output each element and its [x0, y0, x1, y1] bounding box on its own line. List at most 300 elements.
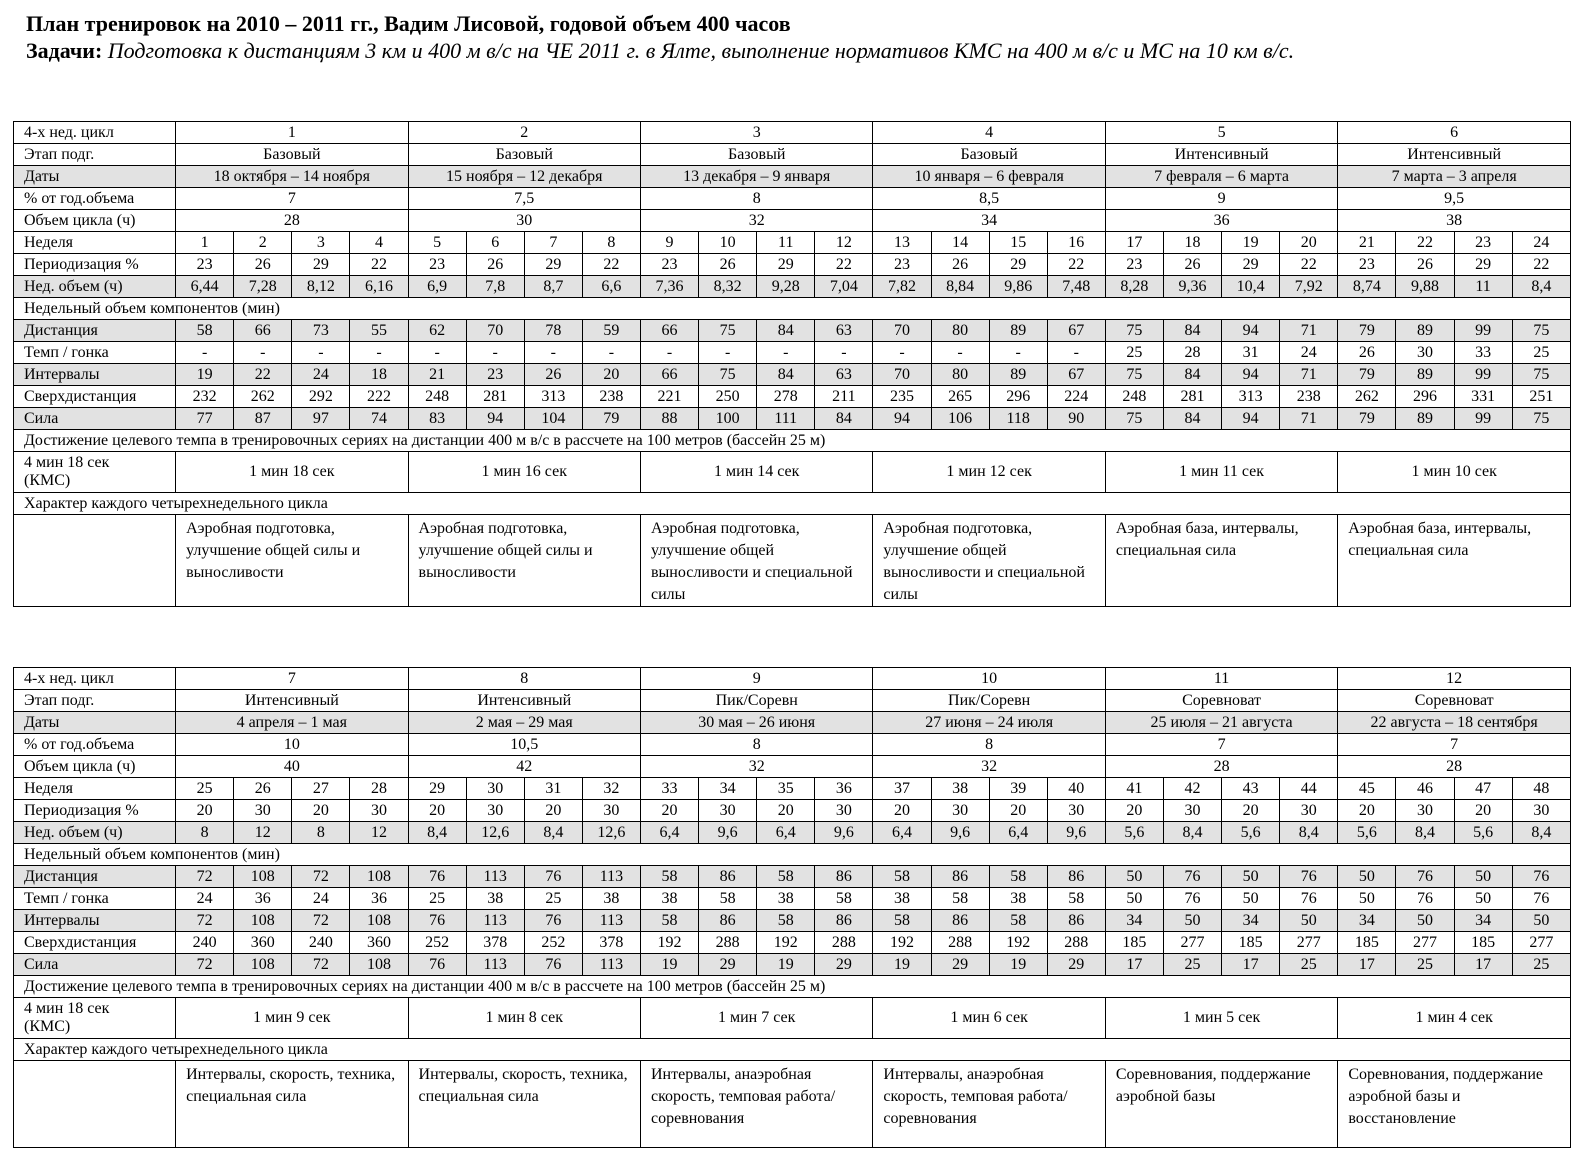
cycle-number-row-cycle-3: 3	[640, 122, 872, 144]
overdistance-row-cell: 222	[350, 386, 408, 408]
periodization-row-cell: 20	[292, 800, 350, 822]
plan-table-2	[13, 667, 1571, 1148]
distance-row-cell: 76	[524, 866, 582, 888]
week-row-cell: 12	[815, 232, 873, 254]
overdistance-row-cell: 292	[292, 386, 350, 408]
week-volume-row-cell: 9,6	[699, 822, 757, 844]
week-row-cell: 11	[757, 232, 815, 254]
overdistance-row-cell: 278	[757, 386, 815, 408]
strength-row-cell: 87	[234, 408, 292, 430]
tempo-row-cell: 50	[1338, 888, 1396, 910]
cycle-volume-row-cycle-6: 38	[1338, 210, 1571, 232]
tempo-row-cell: -	[582, 342, 640, 364]
overdistance-row-cell: 331	[1454, 386, 1512, 408]
tempo-row-cell: 33	[1454, 342, 1512, 364]
strength-row-cell: 74	[350, 408, 408, 430]
strength-row-cell: 19	[873, 954, 931, 976]
intervals-row-cell: 84	[1163, 364, 1221, 386]
week-volume-row-cell: 8	[292, 822, 350, 844]
cycle-volume-row-cycle-7: 40	[176, 756, 408, 778]
cycle-number-row-cycle-8: 8	[408, 668, 640, 690]
overdistance-row-cell: 262	[1338, 386, 1396, 408]
tempo-row	[14, 888, 1571, 910]
dates-row-cycle-3: 13 декабря – 9 января	[640, 166, 872, 188]
week-row-cell: 7	[524, 232, 582, 254]
tasks-line	[26, 38, 1566, 64]
pace-base-level: (КМС)	[24, 472, 71, 489]
distance-row-cell: 80	[931, 320, 989, 342]
distance-row-cell: 72	[176, 866, 234, 888]
cycle-number-row	[14, 668, 1571, 690]
periodization-row-cell: 23	[873, 254, 931, 276]
intervals-row-cell: 34	[1338, 910, 1396, 932]
periodization-row-cell: 29	[292, 254, 350, 276]
tempo-row-cell: 36	[350, 888, 408, 910]
dates-row-cycle-4: 10 января – 6 февраля	[873, 166, 1105, 188]
tempo-row-cell: 38	[873, 888, 931, 910]
periodization-row-cell: 29	[757, 254, 815, 276]
periodization-row-cell: 22	[1512, 254, 1570, 276]
intervals-row-cell: 108	[350, 910, 408, 932]
stage-row-cycle-1: Базовый	[176, 144, 408, 166]
week-volume-row-cell: 8,4	[1396, 822, 1454, 844]
strength-row-cell: 111	[757, 408, 815, 430]
description-cycle-1: Аэробная подготовка, улучшение общей силы и выносливости	[176, 515, 408, 607]
intervals-row-cell: 89	[1396, 364, 1454, 386]
percent-row-cycle-5: 9	[1105, 188, 1337, 210]
tempo-row-cell: 24	[292, 888, 350, 910]
periodization-row-cell: 20	[1454, 800, 1512, 822]
week-row-cell: 2	[234, 232, 292, 254]
intervals-row-cell: 34	[1105, 910, 1163, 932]
percent-row	[14, 734, 1571, 756]
week-volume-row-cell: 7,92	[1280, 276, 1338, 298]
week-row-cell: 46	[1396, 778, 1454, 800]
overdistance-row-cell: 192	[640, 932, 698, 954]
week-volume-row-cell: 9,28	[757, 276, 815, 298]
intervals-row-cell: 66	[640, 364, 698, 386]
description-cycle-10: Интервалы, анаэробная скорость, темповая работа/соревнования	[873, 1061, 1105, 1148]
overdistance-row-cell: 224	[1047, 386, 1105, 408]
tempo-row-cell: 28	[1163, 342, 1221, 364]
pace-target-cycle-6: 1 мин 10 сек	[1338, 452, 1571, 493]
cycle-volume-row-cycle-11: 28	[1105, 756, 1337, 778]
week-volume-row-cell: 6,4	[757, 822, 815, 844]
overdistance-row-cell: 277	[1280, 932, 1338, 954]
percent-row-cycle-12: 7	[1338, 734, 1571, 756]
overdistance-row-cell: 313	[524, 386, 582, 408]
week-volume-row-cell: 6,44	[176, 276, 234, 298]
periodization-row	[14, 254, 1571, 276]
plan-table-1	[13, 121, 1571, 607]
pace-target-cycle-5: 1 мин 11 сек	[1105, 452, 1337, 493]
overdistance-row	[14, 932, 1571, 954]
periodization-row-cell: 29	[1454, 254, 1512, 276]
strength-row-cell: 29	[931, 954, 989, 976]
overdistance-row-cell: 211	[815, 386, 873, 408]
week-volume-row-cell: 9,6	[815, 822, 873, 844]
intervals-row-cell: 86	[1047, 910, 1105, 932]
intervals-row-cell: 71	[1280, 364, 1338, 386]
intervals-row-cell: 18	[350, 364, 408, 386]
strength-row-cell: 17	[1222, 954, 1280, 976]
strength-row-cell: 17	[1338, 954, 1396, 976]
week-volume-row-cell: 8,84	[931, 276, 989, 298]
week-row-cell: 44	[1280, 778, 1338, 800]
pace-target-cycle-9: 1 мин 7 сек	[640, 998, 872, 1039]
intervals-row-cell: 75	[1105, 364, 1163, 386]
intervals-row-label: Интервалы	[14, 910, 176, 932]
intervals-row-cell: 50	[1163, 910, 1221, 932]
strength-row-cell: 75	[1512, 408, 1570, 430]
week-volume-row-cell: 10,4	[1222, 276, 1280, 298]
periodization-row-cell: 30	[582, 800, 640, 822]
distance-row-cell: 58	[176, 320, 234, 342]
cycle-number-row-cycle-5: 5	[1105, 122, 1337, 144]
dates-row-cycle-12: 22 августа – 18 сентября	[1338, 712, 1571, 734]
week-row-cell: 14	[931, 232, 989, 254]
stage-row	[14, 144, 1571, 166]
distance-row-cell: 75	[699, 320, 757, 342]
cycle-volume-row-cycle-9: 32	[640, 756, 872, 778]
dates-row	[14, 166, 1571, 188]
document-title: План тренировок на 2010 – 2011 гг., Вадим Лисовой, годовой объем 400 часов	[26, 11, 791, 36]
intervals-row-cell: 22	[234, 364, 292, 386]
periodization-row-cell: 22	[815, 254, 873, 276]
description-cycle-2: Аэробная подготовка, улучшение общей силы и выносливости	[408, 515, 640, 607]
intervals-row-cell: 58	[757, 910, 815, 932]
cycle-volume-row-cycle-3: 32	[640, 210, 872, 232]
tempo-row-cell: -	[757, 342, 815, 364]
tempo-row-cell: -	[176, 342, 234, 364]
week-row-cell: 47	[1454, 778, 1512, 800]
intervals-row-cell: 113	[582, 910, 640, 932]
intervals-row-cell: 23	[466, 364, 524, 386]
week-row-cell: 10	[699, 232, 757, 254]
character-header: Характер каждого четырехнедельного цикла	[14, 1039, 1571, 1061]
periodization-row-cell: 20	[1105, 800, 1163, 822]
periodization-row-cell: 22	[1047, 254, 1105, 276]
tempo-row-cell: 58	[931, 888, 989, 910]
tempo-row-cell: -	[873, 342, 931, 364]
tempo-row-cell: 38	[640, 888, 698, 910]
tempo-row-cell: 26	[1338, 342, 1396, 364]
periodization-row-cell: 26	[466, 254, 524, 276]
distance-row-cell: 113	[582, 866, 640, 888]
tasks-text: Подготовка к дистанциям 3 км и 400 м в/с на ЧЕ 2011 г. в Ялте, выполнение нормативов КМС на 400 м в/с и МС на 10 км в/с.	[107, 38, 1295, 63]
week-volume-row-cell: 8,7	[524, 276, 582, 298]
description-cycle-9: Интервалы, анаэробная скорость, темповая работа/соревнования	[640, 1061, 872, 1148]
week-row	[14, 778, 1571, 800]
tempo-row-cell: -	[815, 342, 873, 364]
overdistance-row-cell: 240	[176, 932, 234, 954]
strength-row-cell: 79	[1338, 408, 1396, 430]
intervals-row-cell: 19	[176, 364, 234, 386]
periodization-row-cell: 30	[1512, 800, 1570, 822]
overdistance-row-cell: 248	[408, 386, 466, 408]
cycle-volume-row	[14, 210, 1571, 232]
intervals-row-cell: 58	[989, 910, 1047, 932]
week-volume-row-cell: 8,4	[1280, 822, 1338, 844]
week-volume-row-cell: 8,4	[1512, 822, 1570, 844]
periodization-row-cell: 30	[1280, 800, 1338, 822]
week-volume-row-cell: 12,6	[466, 822, 524, 844]
periodization-row-cell: 23	[1105, 254, 1163, 276]
strength-row-cell: 83	[408, 408, 466, 430]
tempo-row	[14, 342, 1571, 364]
week-row-cell: 15	[989, 232, 1047, 254]
cycle-volume-row-cycle-1: 28	[176, 210, 408, 232]
week-volume-row-label: Нед. объем (ч)	[14, 822, 176, 844]
overdistance-row-cell: 262	[234, 386, 292, 408]
week-volume-row-cell: 6,6	[582, 276, 640, 298]
tempo-row-cell: 24	[1280, 342, 1338, 364]
tempo-row-cell: 76	[1280, 888, 1338, 910]
periodization-row-cell: 30	[699, 800, 757, 822]
distance-row-cell: 58	[989, 866, 1047, 888]
percent-row-label: % от год.объема	[14, 734, 176, 756]
distance-row-cell: 75	[1105, 320, 1163, 342]
week-volume-row-cell: 7,82	[873, 276, 931, 298]
intervals-row	[14, 364, 1571, 386]
tempo-row-cell: 30	[1396, 342, 1454, 364]
week-volume-row	[14, 276, 1571, 298]
overdistance-row-cell: 252	[408, 932, 466, 954]
strength-row-cell: 71	[1280, 408, 1338, 430]
intervals-row-cell: 50	[1396, 910, 1454, 932]
periodization-row-cell: 20	[1222, 800, 1280, 822]
components-header-row	[14, 298, 1571, 320]
description-cycle-3: Аэробная подготовка, улучшение общей выносливости и специальной силы	[640, 515, 872, 607]
components-header: Недельный объем компонентов (мин)	[14, 844, 1571, 866]
periodization-row-cell: 22	[350, 254, 408, 276]
character-header-row	[14, 493, 1571, 515]
week-row-cell: 33	[640, 778, 698, 800]
week-row-cell: 22	[1396, 232, 1454, 254]
pace-target-cycle-3: 1 мин 14 сек	[640, 452, 872, 493]
overdistance-row-cell: 250	[699, 386, 757, 408]
week-volume-row-cell: 12	[234, 822, 292, 844]
cycle-number-row-cycle-12: 12	[1338, 668, 1571, 690]
pace-goal-header: Достижение целевого темпа в тренировочных сериях на дистанции 400 м в/с в рассчете на 100 метров (бассейн 25 м)	[14, 430, 1571, 452]
week-row-cell: 37	[873, 778, 931, 800]
week-row-cell: 21	[1338, 232, 1396, 254]
distance-row-cell: 84	[757, 320, 815, 342]
week-row-cell: 13	[873, 232, 931, 254]
week-volume-row-cell: 5,6	[1454, 822, 1512, 844]
pace-target-cycle-4: 1 мин 12 сек	[873, 452, 1105, 493]
distance-row-cell: 50	[1454, 866, 1512, 888]
tempo-row-cell: 36	[234, 888, 292, 910]
strength-row-cell: 94	[1222, 408, 1280, 430]
stage-row-cycle-7: Интенсивный	[176, 690, 408, 712]
overdistance-row-label: Сверхдистанция	[14, 386, 176, 408]
overdistance-row-cell: 296	[1396, 386, 1454, 408]
pace-base-level: (КМС)	[24, 1018, 71, 1035]
tempo-row-cell: -	[524, 342, 582, 364]
strength-row-cell: 76	[408, 954, 466, 976]
tempo-row-cell: 25	[1512, 342, 1570, 364]
strength-row-cell: 19	[757, 954, 815, 976]
pace-goal-row	[14, 430, 1571, 452]
tempo-row-cell: -	[640, 342, 698, 364]
cycle-volume-row-label: Объем цикла (ч)	[14, 756, 176, 778]
strength-row-cell: 106	[931, 408, 989, 430]
tempo-row-cell: 58	[815, 888, 873, 910]
intervals-row-cell: 20	[582, 364, 640, 386]
periodization-row-cell: 20	[408, 800, 466, 822]
strength-row-cell: 17	[1454, 954, 1512, 976]
distance-row-cell: 113	[466, 866, 524, 888]
intervals-row-cell: 26	[524, 364, 582, 386]
intervals-row-cell: 79	[1338, 364, 1396, 386]
periodization-row-label: Периодизация %	[14, 254, 176, 276]
week-row-cell: 42	[1163, 778, 1221, 800]
intervals-row-cell: 86	[815, 910, 873, 932]
distance-row-cell: 66	[640, 320, 698, 342]
dates-row-cycle-7: 4 апреля – 1 мая	[176, 712, 408, 734]
week-row-cell: 6	[466, 232, 524, 254]
strength-row	[14, 954, 1571, 976]
tempo-row-cell: -	[292, 342, 350, 364]
intervals-row-cell: 76	[408, 910, 466, 932]
week-volume-row-cell: 8,32	[699, 276, 757, 298]
distance-row-cell: 58	[640, 866, 698, 888]
periodization-row-label: Периодизация %	[14, 800, 176, 822]
week-row-cell: 41	[1105, 778, 1163, 800]
document-header	[26, 10, 1566, 64]
tempo-row-cell: -	[1047, 342, 1105, 364]
tempo-row-cell: 76	[1163, 888, 1221, 910]
strength-row-cell: 113	[582, 954, 640, 976]
tempo-row-cell: -	[989, 342, 1047, 364]
strength-row-cell: 84	[815, 408, 873, 430]
periodization-row-cell: 30	[350, 800, 408, 822]
percent-row-cycle-7: 10	[176, 734, 408, 756]
overdistance-row-cell: 232	[176, 386, 234, 408]
periodization-row-cell: 26	[1396, 254, 1454, 276]
periodization-row-cell: 23	[408, 254, 466, 276]
dates-row-cycle-5: 7 февраля – 6 марта	[1105, 166, 1337, 188]
distance-row-cell: 50	[1222, 866, 1280, 888]
strength-row-cell: 99	[1454, 408, 1512, 430]
overdistance-row-cell: 378	[582, 932, 640, 954]
intervals-row-cell: 94	[1222, 364, 1280, 386]
tempo-row-cell: 58	[699, 888, 757, 910]
overdistance-row-cell: 296	[989, 386, 1047, 408]
week-row	[14, 232, 1571, 254]
overdistance-row-cell: 238	[582, 386, 640, 408]
cycle-number-row	[14, 122, 1571, 144]
strength-row-cell: 19	[640, 954, 698, 976]
tempo-row-cell: 50	[1105, 888, 1163, 910]
distance-row-cell: 70	[466, 320, 524, 342]
week-row-cell: 35	[757, 778, 815, 800]
strength-row-cell: 84	[1163, 408, 1221, 430]
overdistance-row-cell: 248	[1105, 386, 1163, 408]
week-row-cell: 26	[234, 778, 292, 800]
dates-row-cycle-9: 30 мая – 26 июня	[640, 712, 872, 734]
periodization-row-cell: 20	[640, 800, 698, 822]
tempo-row-cell: 24	[176, 888, 234, 910]
week-row-cell: 1	[176, 232, 234, 254]
tempo-row-label: Темп / гонка	[14, 342, 176, 364]
week-row-cell: 29	[408, 778, 466, 800]
periodization-row-cell: 29	[989, 254, 1047, 276]
strength-row-cell: 75	[1105, 408, 1163, 430]
tasks-label: Задачи:	[26, 38, 103, 63]
description-cycle-4: Аэробная подготовка, улучшение общей выносливости и специальной силы	[873, 515, 1105, 607]
overdistance-row-cell: 378	[466, 932, 524, 954]
strength-row-cell: 79	[582, 408, 640, 430]
distance-row-cell: 62	[408, 320, 466, 342]
percent-row-cycle-9: 8	[640, 734, 872, 756]
description-empty-cell	[14, 1061, 176, 1148]
dates-row	[14, 712, 1571, 734]
periodization-row-cell: 22	[582, 254, 640, 276]
strength-row-cell: 29	[1047, 954, 1105, 976]
strength-row-cell: 19	[989, 954, 1047, 976]
overdistance-row-cell: 192	[873, 932, 931, 954]
intervals-row-cell: 113	[466, 910, 524, 932]
intervals-row-cell: 86	[699, 910, 757, 932]
percent-row-cycle-6: 9,5	[1338, 188, 1571, 210]
percent-row-cycle-8: 10,5	[408, 734, 640, 756]
week-volume-row-cell: 7,8	[466, 276, 524, 298]
strength-row-cell: 97	[292, 408, 350, 430]
overdistance-row	[14, 386, 1571, 408]
week-row-label: Неделя	[14, 778, 176, 800]
overdistance-row-cell: 251	[1512, 386, 1570, 408]
cycle-volume-row-cycle-4: 34	[873, 210, 1105, 232]
dates-row-cycle-2: 15 ноября – 12 декабря	[408, 166, 640, 188]
intervals-row-cell: 58	[640, 910, 698, 932]
week-row-cell: 45	[1338, 778, 1396, 800]
tempo-row-cell: 50	[1454, 888, 1512, 910]
description-row	[14, 515, 1571, 607]
distance-row-cell: 76	[1163, 866, 1221, 888]
periodization-row-cell: 30	[234, 800, 292, 822]
stage-row-cycle-8: Интенсивный	[408, 690, 640, 712]
pace-target-cycle-2: 1 мин 16 сек	[408, 452, 640, 493]
distance-row-cell: 59	[582, 320, 640, 342]
week-volume-row-cell: 9,36	[1163, 276, 1221, 298]
distance-row	[14, 866, 1571, 888]
week-row-cell: 40	[1047, 778, 1105, 800]
strength-row-cell: 94	[873, 408, 931, 430]
stage-row-cycle-10: Пик/Соревн	[873, 690, 1105, 712]
week-volume-row-cell: 9,6	[1047, 822, 1105, 844]
stage-row-cycle-3: Базовый	[640, 144, 872, 166]
pace-target-cycle-1: 1 мин 18 сек	[176, 452, 408, 493]
week-volume-row-cell: 9,86	[989, 276, 1047, 298]
pace-base-label	[14, 998, 176, 1039]
percent-row-cycle-2: 7,5	[408, 188, 640, 210]
week-row-cell: 28	[350, 778, 408, 800]
tempo-row-cell: -	[234, 342, 292, 364]
pace-base-time: 4 мин 18 сек	[24, 454, 110, 471]
week-volume-row-cell: 7,04	[815, 276, 873, 298]
strength-row-cell: 72	[292, 954, 350, 976]
distance-row-cell: 67	[1047, 320, 1105, 342]
cycle-volume-row-cycle-12: 28	[1338, 756, 1571, 778]
description-cycle-12: Соревнования, поддержание аэробной базы и восстановление	[1338, 1061, 1571, 1148]
week-volume-row-cell: 6,9	[408, 276, 466, 298]
periodization-row	[14, 800, 1571, 822]
percent-row-cycle-3: 8	[640, 188, 872, 210]
week-volume-row-cell: 12,6	[582, 822, 640, 844]
tempo-row-cell: -	[699, 342, 757, 364]
